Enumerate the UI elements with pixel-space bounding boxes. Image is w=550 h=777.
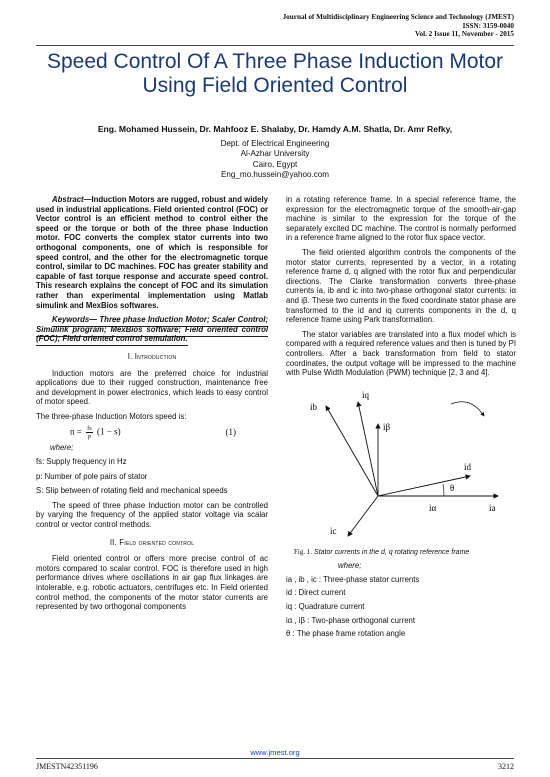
section-heading-foc: II. Field oriented control xyxy=(109,537,195,547)
foc-paragraph-1: Field oriented control or offers more precise control of ac motors compared to scalar control. FOC is therefore used in high performance drives where oscillations in air gap flux linkages are intolerable, e.g. robotic actuators, centrifuges etc. In Field oriented control method, the components of the motor stator currents are represented by two orthogonal components xyxy=(36,554,268,612)
paper-title: Speed Control Of A Three Phase Induction Motor Using Field Oriented Control xyxy=(46,50,504,97)
label-ialpha: iα xyxy=(429,502,437,513)
affiliation xyxy=(36,139,514,181)
label-theta: θ xyxy=(450,482,455,493)
journal-issn: ISSN: 3159-0040 xyxy=(462,21,514,30)
right-paragraph-2: The field oriented algorithm controls the components of the motor stator currents, represented by a vector, in a rotating reference frame d, q aligned with the rotor flux and perpendicular directions. The Clarke transformation converts three-phase currents ia, ib and ic into two-phase orthogonal stator currents: iα and iβ. These two currents in the fixed coordinate stator phase are transformed to the id and iq currents components in the d, q reference frame using Park transformation. xyxy=(286,247,516,325)
journal-header xyxy=(283,13,514,39)
intro-paragraph-3: The speed of three phase Induction motor can be controlled by varying the frequency of the applied stator voltage via scalar control or vector control methods. xyxy=(36,500,268,530)
ic-axis xyxy=(348,496,378,536)
figure-caption-number: Fig. 1. xyxy=(294,547,313,556)
abstract-label: Abstract xyxy=(52,195,84,204)
keywords xyxy=(36,315,268,344)
def-fs: fs: Supply frequency in Hz xyxy=(36,457,127,467)
abstract-text: —Induction Motors are rugged, robust and widely used in industrial applications. Field oriented control (FOC) or Vector control is an efficient method to control either the speed or the torque or both of the three phase Induction motor. FOC converts the complex stator currents into two orthogonal components, one of which is responsible for speed control, and the other for the electromagnetic torque control, similar to DC machines. FOC has greater stability and capable of fast torque response and accurate speed control. This research explains the concept of FOC and its simulation rather than experimental implementation using Matlab simulink and MexBios softwares. xyxy=(36,195,268,310)
affiliation-city: Cairo, Egypt xyxy=(252,159,298,169)
label-ia: ia xyxy=(489,502,496,513)
intro-where: where; xyxy=(50,443,74,453)
label-id: id xyxy=(464,461,472,472)
equation-body xyxy=(70,425,121,440)
keywords-text: Keywords— Three phase Induction Motor; Scaler Control; Simulink program; MexBios software; Field oriented control (FOC); Field oriented control semulation. xyxy=(36,315,268,346)
def-p: p: Number of pole pairs of stator xyxy=(36,471,148,481)
equation-left: n = xyxy=(70,427,82,438)
footer-url[interactable]: www.jmest.org xyxy=(250,748,300,757)
figure-definitions xyxy=(286,561,516,639)
affiliation-email: Eng_mo.hussein@yahoo.com xyxy=(220,170,330,180)
equation-fraction xyxy=(86,425,93,440)
header-rule xyxy=(36,45,514,46)
ib-axis xyxy=(326,406,378,496)
footer-id: JMESTN42351196 xyxy=(36,762,98,771)
journal-issue: Vol. 2 Issue 11, November - 2015 xyxy=(414,30,514,39)
label-ibeta: iβ xyxy=(383,421,391,432)
figure-1 xyxy=(286,384,516,544)
def-theta: θ : The phase frame rotation angle xyxy=(286,629,406,639)
def-s: S: Slip between of rotating field and mechanical speeds xyxy=(36,486,228,496)
right-column xyxy=(286,195,516,639)
figure-where: where; xyxy=(338,561,362,571)
def-iq: iq : Quadrature current xyxy=(286,602,365,612)
iq-axis xyxy=(358,402,378,496)
figure-caption xyxy=(286,548,516,558)
intro-paragraph-2: The three-phase Induction Motors speed is: xyxy=(36,411,187,421)
label-ib: ib xyxy=(310,401,318,412)
intro-paragraph-1: Induction motors are the preferred choice for industrial applications due to their rugged construction, maintenance free and development in power electronics, which leads to easy control of motor speed. xyxy=(36,368,268,407)
def-iabc: ia , ib , ic : Three-phase stator currents xyxy=(286,574,420,584)
rotation-arrow xyxy=(451,401,484,415)
current-vector-diagram xyxy=(286,384,516,544)
figure-caption-text: Stator currents in the d, q rotating reference frame xyxy=(314,548,470,556)
equation-right: (1 − s) xyxy=(97,427,121,438)
section-heading-introduction: I. Introduction xyxy=(127,351,177,361)
right-paragraph-1: in a rotating reference frame. In a special reference frame, the expression for the electromagnetic torque of the smooth-air-gap machine is similar to the expression for the torque of the separately excited DC machine. The control is normally performed in a reference frame aligned to the rotor flux space vector. xyxy=(286,195,516,243)
affiliation-dept: Dept. of Electrical Engineering xyxy=(220,139,330,148)
id-axis xyxy=(378,476,470,496)
paper-authors: Eng. Mohamed Hussein, Dr. Mahfooz E. Shalaby, Dr. Hamdy A.M. Shatla, Dr. Amr Refky, xyxy=(97,124,453,134)
label-ic: ic xyxy=(330,525,337,536)
abstract xyxy=(36,195,268,310)
equation-1 xyxy=(36,425,268,440)
affiliation-university: Al-Azhar University xyxy=(240,149,310,159)
equation-numerator: fs xyxy=(87,425,92,433)
journal-name: Journal of Multidisciplinary Engineering Science and Technology (JMEST) xyxy=(282,13,514,21)
theta-arc xyxy=(443,484,444,496)
footer-page: 3212 xyxy=(498,762,514,771)
right-paragraph-3: The stator variables are translated into a flux model which is compared with a required reference values and then is tuned by PI controllers. After a back transformation from field to stator coordinates, the output voltage will be impressed to the machine with Pulse Width Modulation (PWM) technique [2, 3 and 4]. xyxy=(286,329,516,378)
footer-rule xyxy=(36,758,514,759)
def-id: id : Direct current xyxy=(286,588,346,598)
def-ialpha-ibeta: iα , iβ : Two-phase orthogonal current xyxy=(286,615,416,625)
equation-denominator: p xyxy=(87,433,92,441)
equation-tag: (1) xyxy=(225,427,236,438)
label-iq: iq xyxy=(362,389,370,400)
left-column xyxy=(36,195,268,612)
